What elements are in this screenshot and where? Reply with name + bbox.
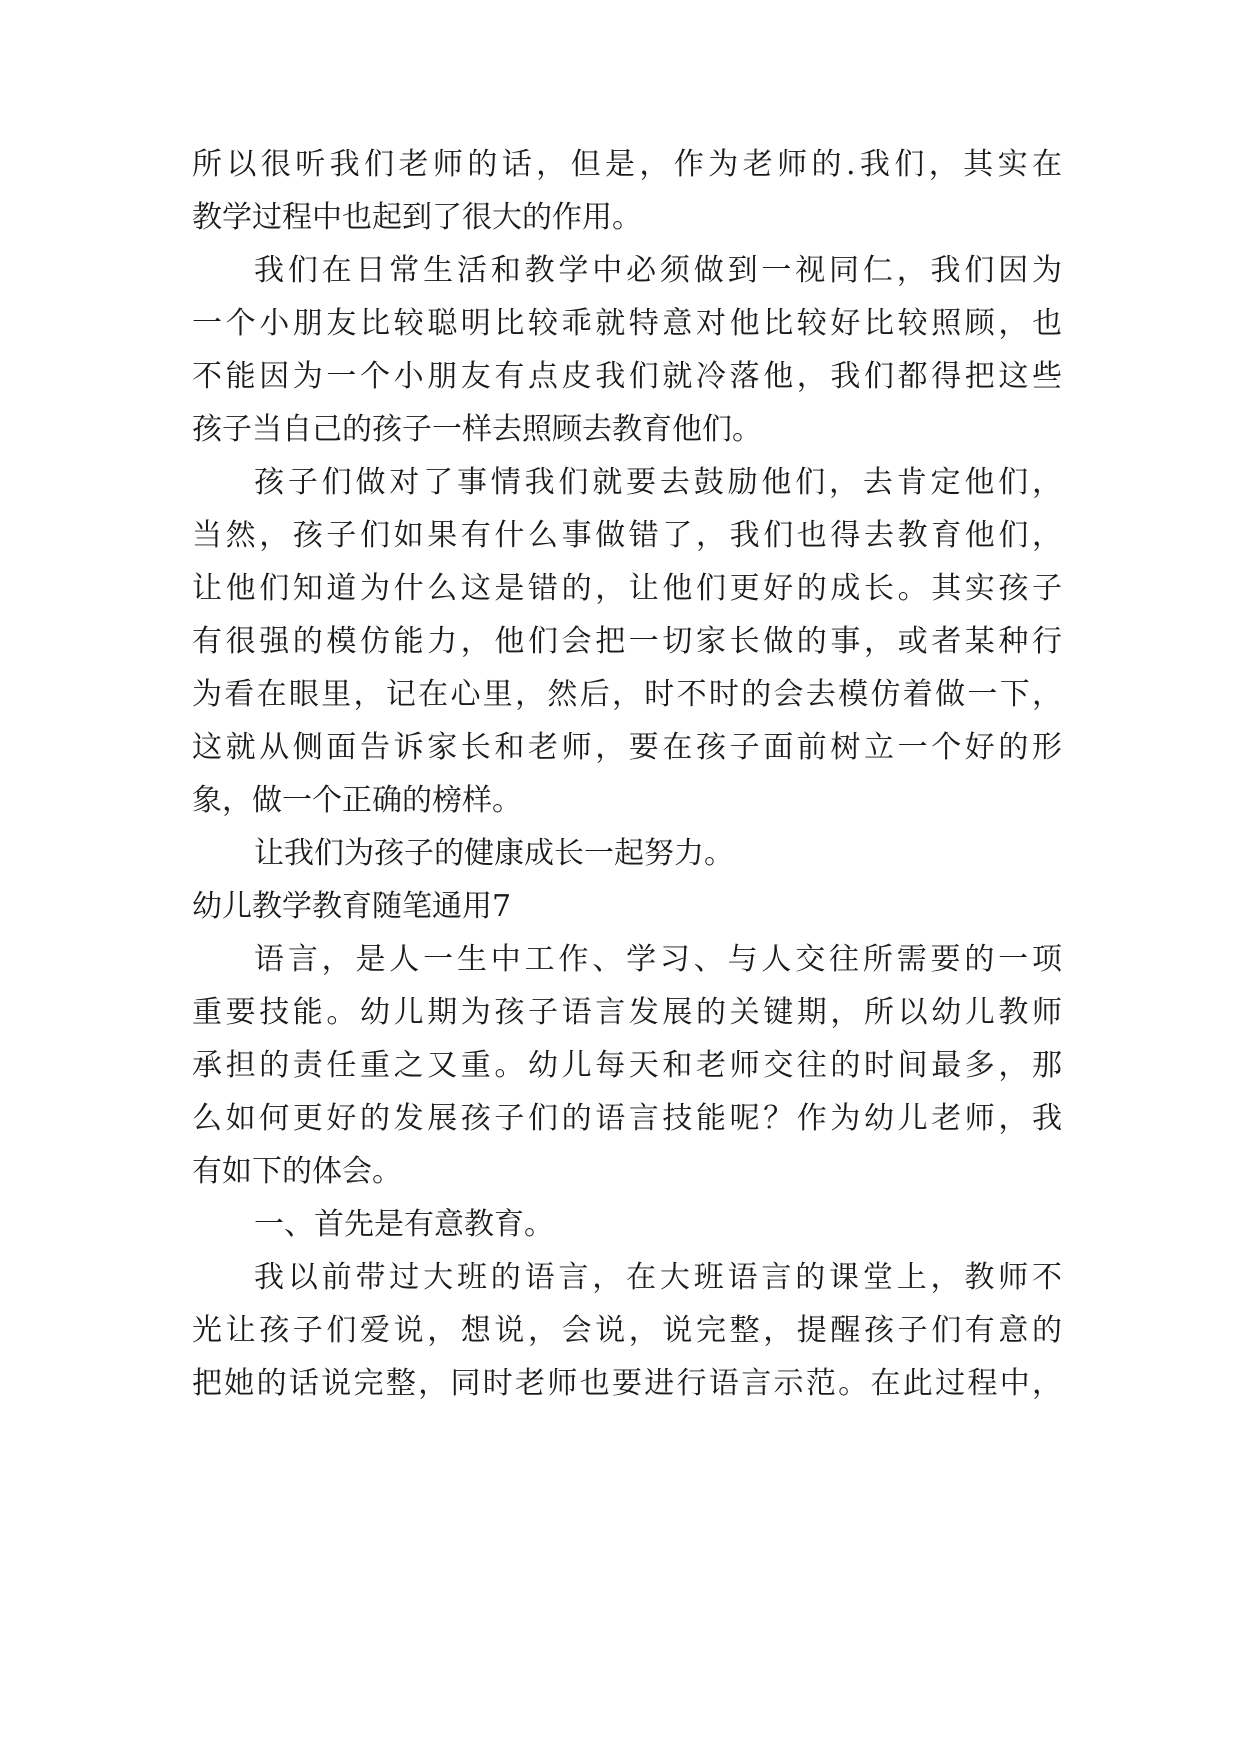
paragraph-line: 一个小朋友比较聪明比较乖就特意对他比较好比较照顾，也 xyxy=(192,306,1062,341)
paragraph-line: 有如下的体会。 xyxy=(192,1154,402,1189)
paragraph-line: 我以前带过大班的语言，在大班语言的课堂上，教师不 xyxy=(254,1260,1062,1295)
paragraph-line: 孩子们做对了事情我们就要去鼓励他们，去肯定他们， xyxy=(254,465,1062,500)
paragraph-line: 当然，孩子们如果有什么事做错了，我们也得去教育他们， xyxy=(192,518,1062,553)
paragraph-line: 为看在眼里，记在心里，然后，时不时的会去模仿着做一下， xyxy=(192,677,1062,712)
paragraph-line: 我们在日常生活和教学中必须做到一视同仁，我们因为 xyxy=(254,253,1062,288)
paragraph-line: 象，做一个正确的榜样。 xyxy=(192,783,522,818)
paragraph-line: 孩子当自己的孩子一样去照顾去教育他们。 xyxy=(192,412,762,447)
paragraph-line: 所以很听我们老师的话，但是，作为老师的.我们，其实在 xyxy=(192,147,1062,182)
paragraph-line: 承担的责任重之又重。幼儿每天和老师交往的时间最多，那 xyxy=(192,1048,1062,1083)
paragraph-line: 这就从侧面告诉家长和老师，要在孩子面前树立一个好的形 xyxy=(192,730,1062,765)
section-heading: 幼儿教学教育随笔通用7 xyxy=(192,889,512,924)
paragraph-line: 让他们知道为什么这是错的，让他们更好的成长。其实孩子 xyxy=(192,571,1062,606)
paragraph-line: 语言，是人一生中工作、学习、与人交往所需要的一项 xyxy=(254,942,1062,977)
paragraph-line: 教学过程中也起到了很大的作用。 xyxy=(192,200,642,235)
paragraph-line: 让我们为孩子的健康成长一起努力。 xyxy=(254,836,734,871)
paragraph-line: 么如何更好的发展孩子们的语言技能呢？作为幼儿老师，我 xyxy=(192,1101,1062,1136)
paragraph-line: 把她的话说完整，同时老师也要进行语言示范。在此过程中， xyxy=(192,1366,1062,1401)
paragraph-line: 重要技能。幼儿期为孩子语言发展的关键期，所以幼儿教师 xyxy=(192,995,1062,1030)
paragraph-line: 有很强的模仿能力，他们会把一切家长做的事，或者某种行 xyxy=(192,624,1062,659)
paragraph-line: 一、首先是有意教育。 xyxy=(254,1207,554,1242)
paragraph-line: 光让孩子们爱说，想说，会说，说完整，提醒孩子们有意的 xyxy=(192,1313,1062,1348)
paragraph-line: 不能因为一个小朋友有点皮我们就冷落他，我们都得把这些 xyxy=(192,359,1062,394)
